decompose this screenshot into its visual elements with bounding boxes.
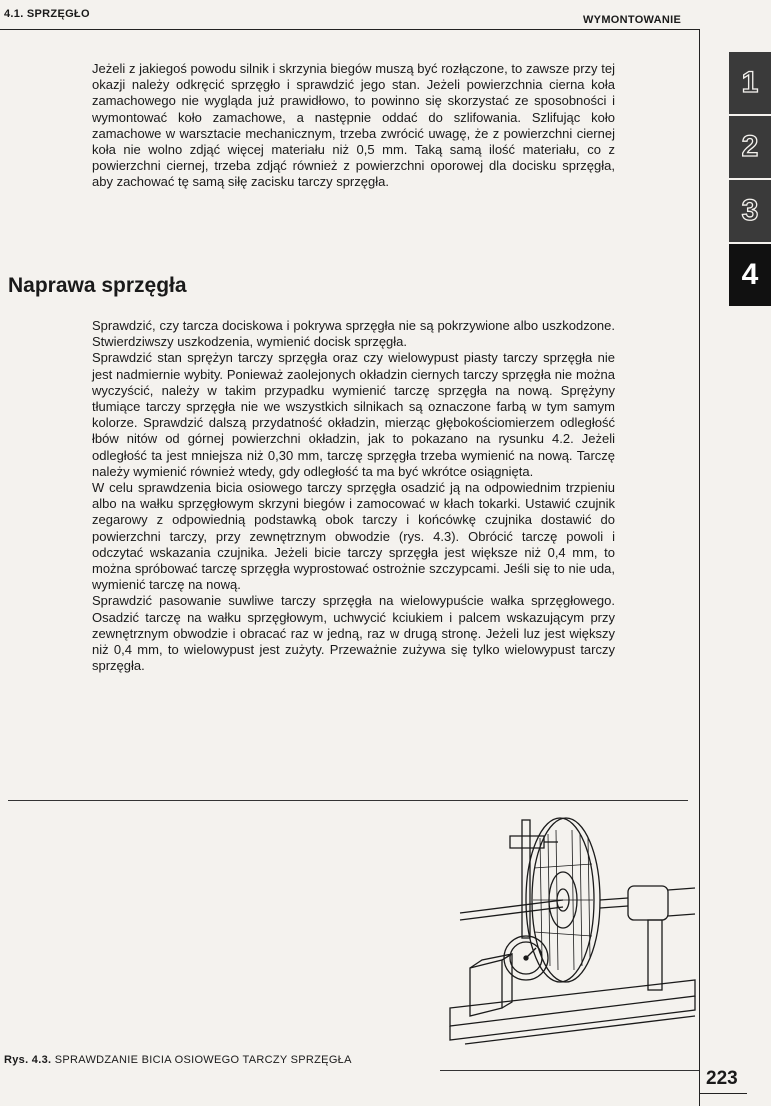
section-body: [92, 318, 615, 674]
figure-label: Rys. 4.3.: [4, 1054, 52, 1066]
chapter-tab-2[interactable]: 2: [729, 116, 771, 178]
lathe-dial-gauge-illustration: [440, 808, 702, 1068]
section-title: Naprawa sprzęgła: [8, 274, 187, 297]
page-number: 223: [706, 1068, 738, 1089]
figure-caption: [4, 1054, 352, 1066]
header-chapter: WYMONTOWANIE: [583, 14, 682, 26]
intro-paragraph: Jeżeli z jakiegoś powodu silnik i skrzynia biegów muszą być rozłączone, to zawsze przy tej okazji należy odkręcić sprzęgło i sprawdzić jego stan. Jeżeli powierzchnia cierna koła zamachowego nie wygląda już prawidłowo, to powinno się skorzystać ze sposobności i wymontować koło zamachowe, a następnie oddać do szlifowania. Szlifując koło zamachowe w warsztacie mechanicznym, trzeba zwrócić uwagę, że z powierzchni ciernej koła nie wolno zdjąć więcej materiału niż 0,5 mm. Taką samą ilość materiału, co z powierzchni ciernej, trzeba zdjąć również z powierzchni oporowej dla docisku sprzęgła, aby zachować tę samą siłę zacisku tarczy sprzęgła.: [92, 61, 615, 190]
chapter-tab-4[interactable]: 4: [729, 244, 771, 306]
figure-rule: [8, 800, 688, 801]
body-paragraph: Sprawdzić, czy tarcza dociskowa i pokrywa sprzęgła nie są pokrzywione albo uszkodzone. Stwierdziwszy uszkodzenia, wymienić docisk sprzęgła.: [92, 318, 615, 350]
page-number-rule: [699, 1093, 747, 1094]
figure-caption-text: SPRAWDZANIE BICIA OSIOWEGO TARCZY SPRZĘGŁA: [54, 1054, 352, 1066]
body-paragraph: W celu sprawdzenia bicia osiowego tarczy sprzęgła osadzić ją na odpowiednim trzpieniu albo na wałku sprzęgłowym skrzyni biegów i zamocować w kłach tokarki. Ustawić czujnik zegarowy z odpowiednią podstawką obok tarczy i końcówkę czujnika dostawić do powierzchni tarczy, przy zewnętrznym obwodzie (rys. 4.3). Obrócić tarczę powoli i odczytać wskazania czujnika. Jeżeli bicie tarczy sprzęgła jest większe niż 0,4 mm, to można spróbować tarczę sprzęgła wyprostować ostrożnie szczypcami. Jeśli się to nie uda, wymienić tarczę na nową.: [92, 480, 615, 593]
chapter-tab-3[interactable]: 3: [729, 180, 771, 242]
header-rule: [0, 29, 700, 30]
caption-rule: [440, 1070, 699, 1071]
chapter-tabs: [729, 52, 771, 308]
body-paragraph: Sprawdzić stan sprężyn tarczy sprzęgła oraz czy wielowypust piasty tarczy sprzęgła nie jest nadmiernie wybity. Ponieważ zaolejonych okładzin ciernych tarczy sprzęgła nie można wyczyścić, należy w takim przypadku wymienić tarczę sprzęgła na nową. Sprężyny tłumiące tarczy sprzęgła nie we wszystkich silnikach są oznaczone farbą w tym samym kolorze. Sprawdzić dalszą przydatność okładzin, mierząc głębokościomierzem odległość łbów nitów od górnej powierzchni okładzin, jak to pokazano na rysunku 4.2. Jeżeli odległość ta jest mniejsza niż 0,30 mm, tarczę sprzęgła trzeba wymienić na nową. Tarczę należy wymienić również wtedy, gdy odległość ta ma być wkrótce osiągnięta.: [92, 350, 615, 479]
body-paragraph: Sprawdzić pasowanie suwliwe tarczy sprzęgła na wielowypuście wałka sprzęgłowego. Osadzić tarczę na wałku sprzęgłowym, uchwycić kciukiem i palcem wskazującym przy zewnętrznym obwodzie i obracać raz w jedną, raz w drugą stronę. Jeżeli luz jest większy niż 0,4 mm, to wielowypust jest zużyty. Przeważnie zużywa się tylko wielowypust tarczy sprzęgła.: [92, 593, 615, 674]
header-section: 4.1. SPRZĘGŁO: [4, 8, 90, 20]
chapter-tab-1[interactable]: 1: [729, 52, 771, 114]
